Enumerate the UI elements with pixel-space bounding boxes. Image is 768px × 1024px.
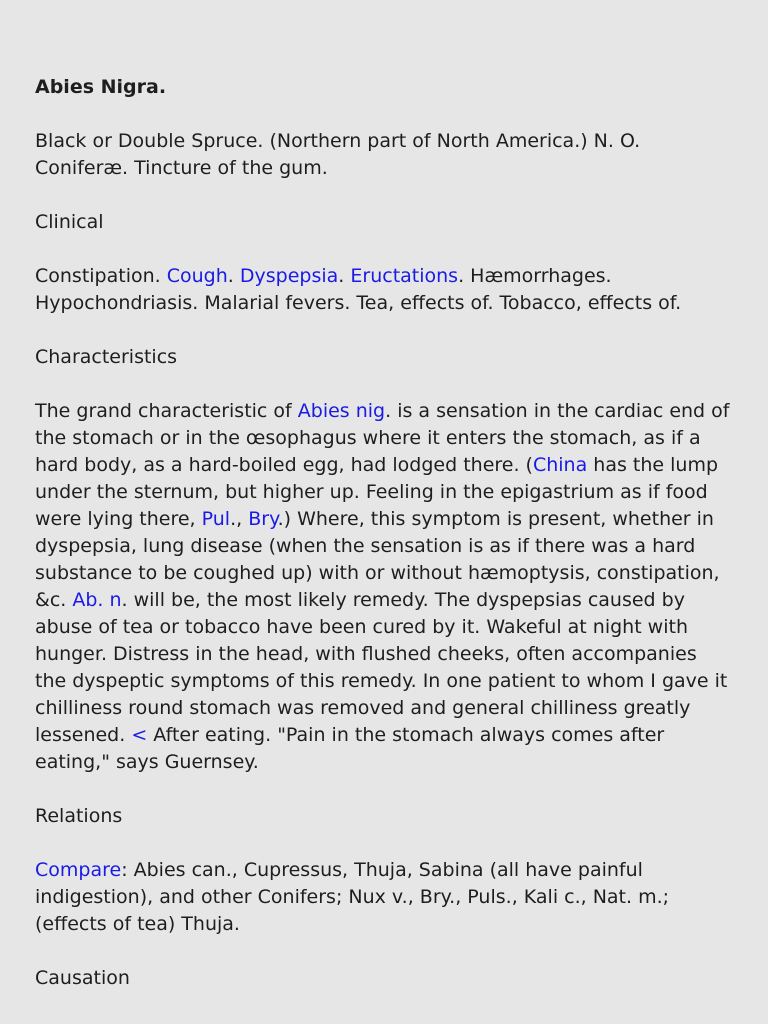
- relations-paragraph: [35, 857, 733, 938]
- remedy-title: Abies Nigra.: [35, 76, 167, 98]
- link-eructations[interactable]: Eructations: [350, 265, 459, 287]
- clinical-text: .: [338, 265, 351, 287]
- characteristics-text: After eating. "Pain in the stomach always comes after eating," says Guernsey.: [35, 724, 665, 773]
- link-china[interactable]: China: [532, 454, 588, 476]
- link-ab-n[interactable]: Ab. n: [72, 589, 122, 611]
- characteristics-text: . will be, the most likely remedy. The dyspepsias caused by abuse of tea or tobacco have been cured by it. Wakeful at night with hunger. Distress in the head, with flushed cheeks, often accompanies the dyspeptic symptoms of this remedy. In one patient to whom I gave it chilliness round stomach was removed and general chilliness greatly lessened.: [35, 589, 728, 746]
- link-abies-nig[interactable]: Abies nig: [297, 400, 386, 422]
- characteristics-paragraph: [35, 398, 733, 776]
- link-aggravation[interactable]: <: [131, 724, 148, 746]
- link-compare[interactable]: Compare: [35, 859, 122, 881]
- relations-heading: Relations: [35, 805, 123, 827]
- characteristics-text: .,: [230, 508, 249, 530]
- link-cough[interactable]: Cough: [166, 265, 228, 287]
- characteristics-heading: Characteristics: [35, 346, 178, 368]
- remedy-description: Black or Double Spruce. (Northern part of North America.) N. O. Coniferæ. Tincture of the gum.: [35, 130, 641, 179]
- characteristics-text: . is a sensation in the cardiac end of the stomach or in the œsophagus where it enters the stomach, as if a hard body, as a hard-boiled egg, had lodged there. (: [35, 400, 730, 476]
- characteristics-text: The grand characteristic of: [35, 400, 298, 422]
- clinical-text: . Hæmorrhages. Hypochondriasis. Malarial fevers. Tea, effects of. Tobacco, effects of.: [35, 265, 682, 314]
- characteristics-text: .) Where, this symptom is present, whether in dyspepsia, lung disease (when the sensation is as if there was a hard substance to be coughed up) with or without hæmoptysis, constipation, &c.: [35, 508, 720, 611]
- clinical-heading: Clinical: [35, 211, 104, 233]
- clinical-paragraph: [35, 263, 733, 317]
- clinical-text: Constipation.: [35, 265, 167, 287]
- link-dyspepsia[interactable]: Dyspepsia: [239, 265, 339, 287]
- link-bry[interactable]: Bry: [248, 508, 278, 530]
- characteristics-text: has the lump under the sternum, but higher up. Feeling in the epigastrium as if food were lying there,: [35, 454, 719, 530]
- link-pul[interactable]: Pul: [201, 508, 231, 530]
- clinical-text: .: [227, 265, 240, 287]
- causation-heading: Causation: [35, 967, 130, 989]
- relations-text: : Abies can., Cupressus, Thuja, Sabina (all have painful indigestion), and other Conifers; Nux v., Bry., Puls., Kali c., Nat. m.; (effects of tea) Thuja.: [35, 859, 670, 935]
